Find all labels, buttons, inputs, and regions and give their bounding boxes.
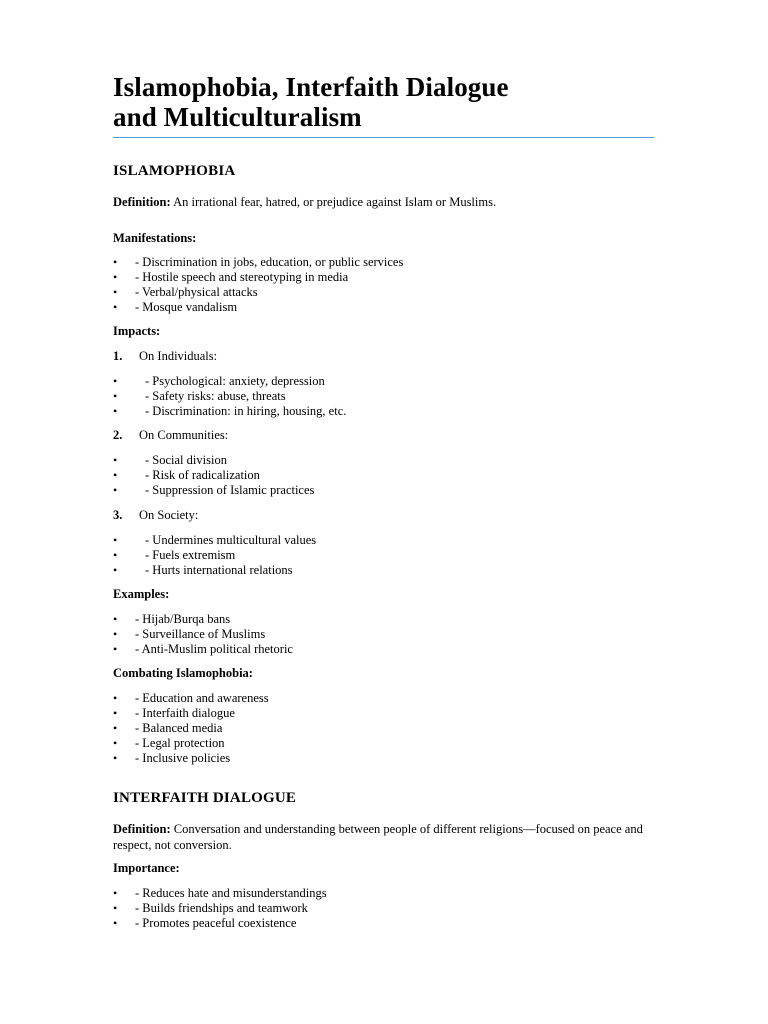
impact-number: 2. [113,428,123,442]
list-item: - Mosque vandalism [135,300,238,314]
list-item: - Hijab/Burqa bans [135,612,231,626]
bullet-icon: • [113,642,118,656]
impacts-label: Impacts: [113,324,161,338]
combating-label: Combating Islamophobia: [113,666,253,680]
definition-text: An irrational fear, hatred, or prejudice against Islam or Muslims. [170,195,497,209]
title-underline [113,137,654,138]
list-item: - Reduces hate and misunderstandings [135,886,327,900]
examples-label: Examples: [113,587,170,601]
list-item: - Hurts international relations [145,563,293,577]
bullet-icon: • [113,691,118,705]
bullet-icon: • [113,285,118,299]
bullet-icon: • [113,300,118,314]
impact-title: On Society: [139,508,199,522]
definition-label: Definition: [113,195,171,209]
bullet-icon: • [113,901,118,915]
bullet-icon: • [113,255,118,269]
list-item: - Promotes peaceful coexistence [135,916,297,930]
bullet-icon: • [113,563,118,577]
bullet-icon: • [113,389,118,403]
list-item: - Surveillance of Muslims [135,627,266,641]
list-item: - Hostile speech and stereotyping in media [135,270,349,284]
title-line-1: Islamophobia, Interfaith Dialogue [113,72,509,102]
bullet-icon: • [113,468,118,482]
title-line-2: and Multiculturalism [113,102,362,132]
bullet-icon: • [113,751,118,765]
list-item: - Builds friendships and teamwork [135,901,308,915]
bullet-icon: • [113,721,118,735]
bullet-icon: • [113,612,118,626]
bullet-icon: • [113,736,118,750]
list-item: - Legal protection [135,736,225,750]
impact-number: 3. [113,508,123,522]
impact-title: On Communities: [139,428,229,442]
list-item: - Safety risks: abuse, threats [145,389,286,403]
importance-label: Importance: [113,861,180,875]
list-item: - Undermines multicultural values [145,533,317,547]
list-item: - Social division [145,453,227,467]
section-heading-islamophobia: ISLAMOPHOBIA [113,163,236,179]
document-title [113,72,509,132]
impact-title: On Individuals: [139,349,218,363]
section-heading-interfaith: INTERFAITH DIALOGUE [113,790,297,806]
definition-text: Conversation and understanding between people of different religions—focused on peace and respect, not conversion. [113,822,643,852]
list-item: - Psychological: anxiety, depression [145,374,325,388]
interfaith-definition [113,821,653,853]
list-item: - Anti-Muslim political rhetoric [135,642,293,656]
list-item: - Risk of radicalization [145,468,260,482]
bullet-icon: • [113,453,118,467]
bullet-icon: • [113,886,118,900]
bullet-icon: • [113,270,118,284]
bullet-icon: • [113,404,118,418]
definition-label: Definition: [113,822,171,836]
list-item: - Balanced media [135,721,223,735]
list-item: - Verbal/physical attacks [135,285,258,299]
bullet-icon: • [113,627,118,641]
bullet-icon: • [113,533,118,547]
bullet-icon: • [113,548,118,562]
islamophobia-definition [113,195,496,210]
list-item: - Discrimination in jobs, education, or public services [135,255,404,269]
list-item: - Inclusive policies [135,751,231,765]
list-item: - Education and awareness [135,691,269,705]
bullet-icon: • [113,483,118,497]
list-item: - Interfaith dialogue [135,706,235,720]
list-item: - Fuels extremism [145,548,236,562]
bullet-icon: • [113,916,118,930]
bullet-icon: • [113,374,118,388]
list-item: - Suppression of Islamic practices [145,483,315,497]
impact-number: 1. [113,349,123,363]
list-item: - Discrimination: in hiring, housing, etc. [145,404,347,418]
manifestations-label: Manifestations: [113,231,197,245]
bullet-icon: • [113,706,118,720]
